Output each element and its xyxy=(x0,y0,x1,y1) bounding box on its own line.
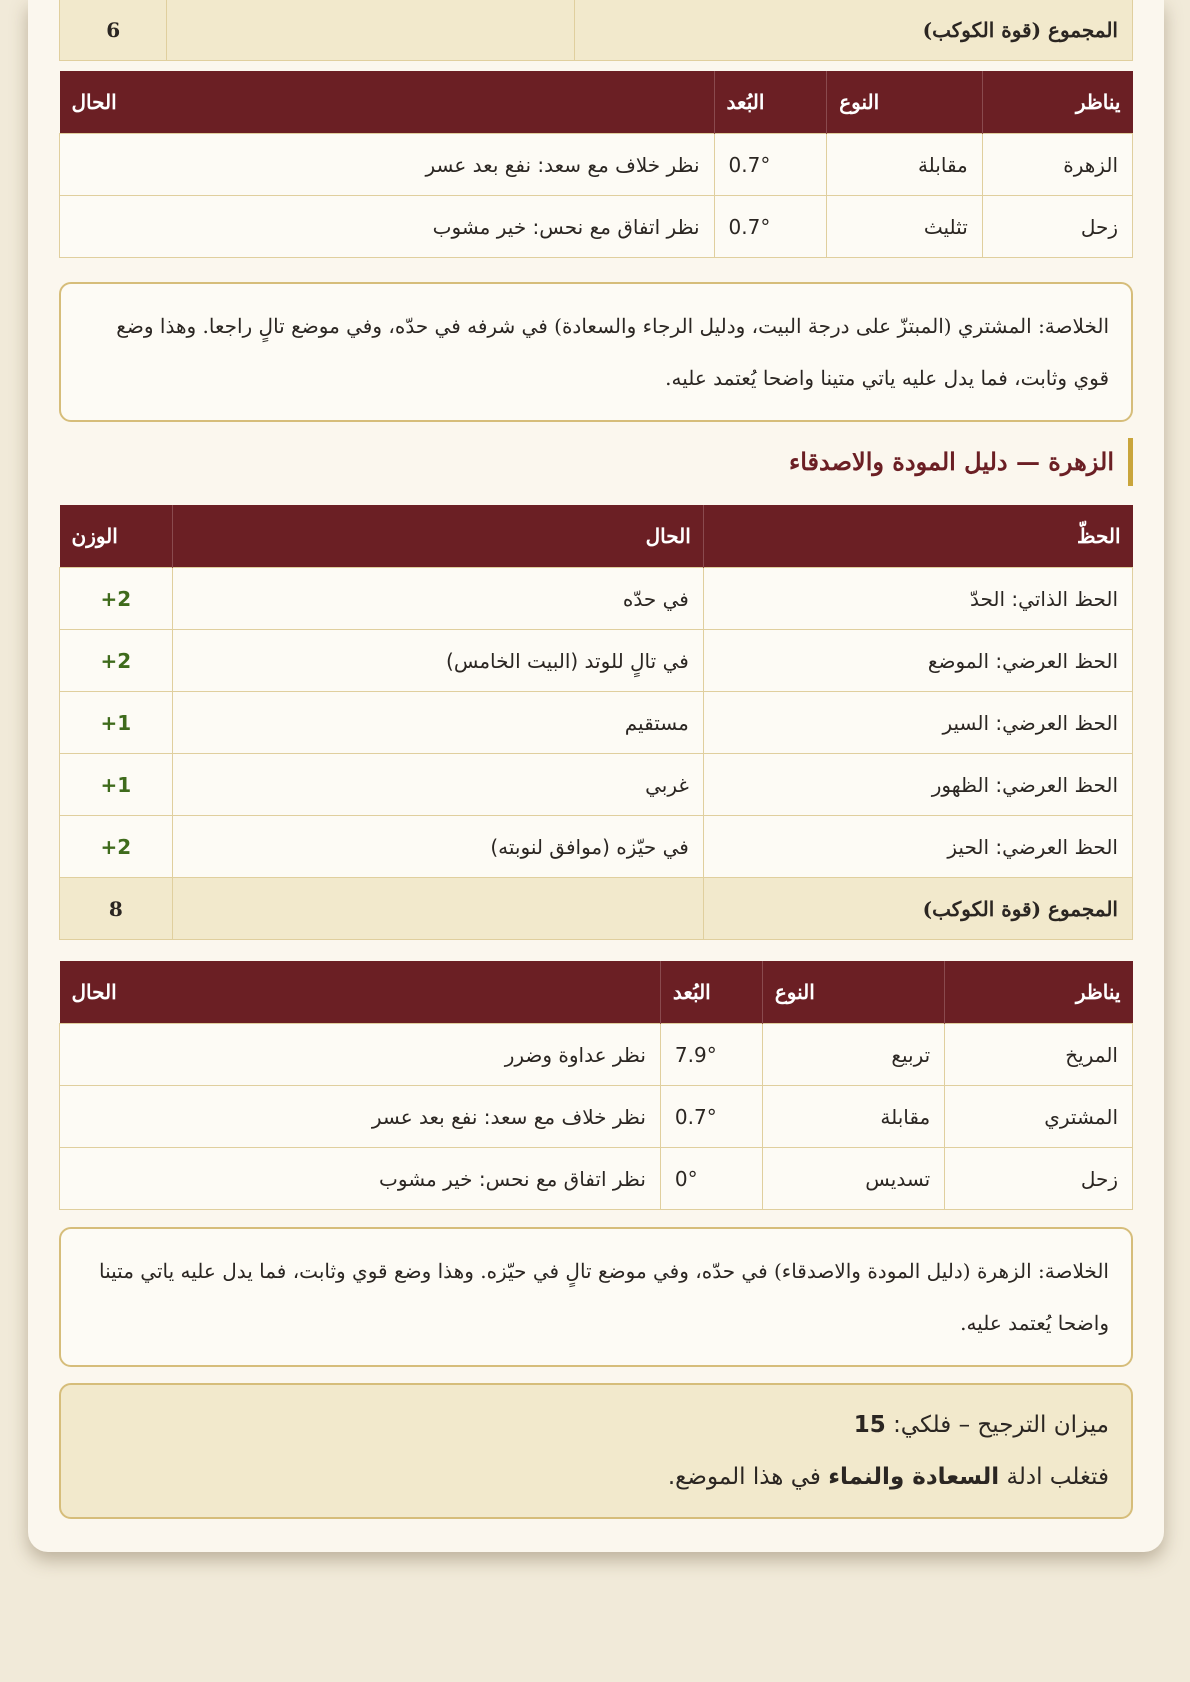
balance-label: ميزان الترجيح – فلكي: xyxy=(893,1412,1109,1438)
table-row xyxy=(60,0,1133,61)
table-row-total xyxy=(60,878,1133,940)
balance-line-2 xyxy=(83,1451,1109,1503)
weight-cell: 1+ xyxy=(60,754,173,816)
cell: نظر عداوة وضرر xyxy=(60,1024,661,1086)
table-row xyxy=(60,630,1133,692)
empty-cell xyxy=(172,878,703,940)
cell: المريخ xyxy=(945,1024,1133,1086)
cell: زحل xyxy=(945,1148,1133,1210)
col-header: الحال xyxy=(172,505,703,568)
col-header: الوزن xyxy=(60,505,173,568)
cell: مستقيم xyxy=(172,692,703,754)
col-header: الحظّ xyxy=(703,505,1132,568)
summary-jupiter: الخلاصة: المشتري (المبتزّ على درجة البيت، ودليل الرجاء والسعادة) في شرفه في حدّه، وفي موضع تالٍ راجعا. وهذا وضع قوي وثابت، فما يدل عليه ياتي متينا واضحا يُعتمد عليه. xyxy=(59,282,1133,422)
empty-cell xyxy=(167,0,575,61)
dignity-table-venus xyxy=(59,505,1133,940)
col-header: النوع xyxy=(827,71,983,134)
cell: الحظ العرضي: الحيز xyxy=(703,816,1132,878)
table-row xyxy=(60,1086,1133,1148)
previous-dignity-table-total xyxy=(59,0,1133,61)
total-value: 6 xyxy=(60,0,167,61)
summary-venus: الخلاصة: الزهرة (دليل المودة والاصدقاء) في حدّه، وفي موضع تالٍ في حيّزه. وهذا وضع قوي وثابت، فما يدل عليه ياتي متينا واضحا يُعتمد عليه. xyxy=(59,1227,1133,1367)
table-header-row xyxy=(60,71,1133,134)
col-header: الحال xyxy=(60,961,661,1024)
cell: نظر خلاف مع سعد: نفع بعد عسر xyxy=(60,1086,661,1148)
aspects-table-jupiter xyxy=(59,71,1133,258)
cell: الحظ العرضي: الظهور xyxy=(703,754,1132,816)
report-card xyxy=(28,0,1164,1552)
cell: الحظ العرضي: الموضع xyxy=(703,630,1132,692)
total-label: المجموع (قوة الكوكب) xyxy=(575,0,1133,61)
balance-box xyxy=(59,1383,1133,1519)
cell: الحظ الذاتي: الحدّ xyxy=(703,568,1132,630)
cell: نظر خلاف مع سعد: نفع بعد عسر xyxy=(60,134,715,196)
cell: في حدّه xyxy=(172,568,703,630)
table-header-row xyxy=(60,505,1133,568)
cell: تسديس xyxy=(762,1148,944,1210)
cell: نظر اتفاق مع نحس: خير مشوب xyxy=(60,196,715,258)
table-row xyxy=(60,754,1133,816)
table-row xyxy=(60,134,1133,196)
balance-line-1 xyxy=(83,1399,1109,1451)
table-row xyxy=(60,1024,1133,1086)
cell: 0° xyxy=(660,1148,762,1210)
aspects-table-venus xyxy=(59,961,1133,1210)
table-row xyxy=(60,568,1133,630)
cell: 7.9° xyxy=(660,1024,762,1086)
cell: 0.7° xyxy=(714,196,827,258)
col-header: يناظر xyxy=(982,71,1132,134)
balance-text-post: في هذا الموضع. xyxy=(667,1464,821,1490)
cell: زحل xyxy=(982,196,1132,258)
table-row xyxy=(60,196,1133,258)
col-header: البُعد xyxy=(714,71,827,134)
cell: المشتري xyxy=(945,1086,1133,1148)
col-header: البُعد xyxy=(660,961,762,1024)
cell: غربي xyxy=(172,754,703,816)
cell: الزهرة xyxy=(982,134,1132,196)
table-row xyxy=(60,1148,1133,1210)
cell: تثليث xyxy=(827,196,983,258)
section-title-venus: الزهرة — دليل المودة والاصدقاء xyxy=(59,438,1133,486)
cell: 0.7° xyxy=(714,134,827,196)
col-header: يناظر xyxy=(945,961,1133,1024)
weight-cell: 1+ xyxy=(60,692,173,754)
cell: في تالٍ للوتد (البيت الخامس) xyxy=(172,630,703,692)
table-row xyxy=(60,816,1133,878)
cell: في حيّزه (موافق لنوبته) xyxy=(172,816,703,878)
col-header: الحال xyxy=(60,71,715,134)
cell: تربيع xyxy=(762,1024,944,1086)
table-header-row xyxy=(60,961,1133,1024)
table-row xyxy=(60,692,1133,754)
col-header: النوع xyxy=(762,961,944,1024)
cell: 0.7° xyxy=(660,1086,762,1148)
weight-cell: 2+ xyxy=(60,568,173,630)
weight-cell: 2+ xyxy=(60,630,173,692)
balance-text-pre: فتغلب ادلة xyxy=(1006,1464,1109,1490)
cell: نظر اتفاق مع نحس: خير مشوب xyxy=(60,1148,661,1210)
cell: الحظ العرضي: السير xyxy=(703,692,1132,754)
cell: مقابلة xyxy=(762,1086,944,1148)
total-value: 8 xyxy=(60,878,173,940)
balance-text-bold: السعادة والنماء xyxy=(828,1464,1000,1490)
weight-cell: 2+ xyxy=(60,816,173,878)
total-label: المجموع (قوة الكوكب) xyxy=(703,878,1132,940)
cell: مقابلة xyxy=(827,134,983,196)
balance-score: 15 xyxy=(853,1412,886,1438)
